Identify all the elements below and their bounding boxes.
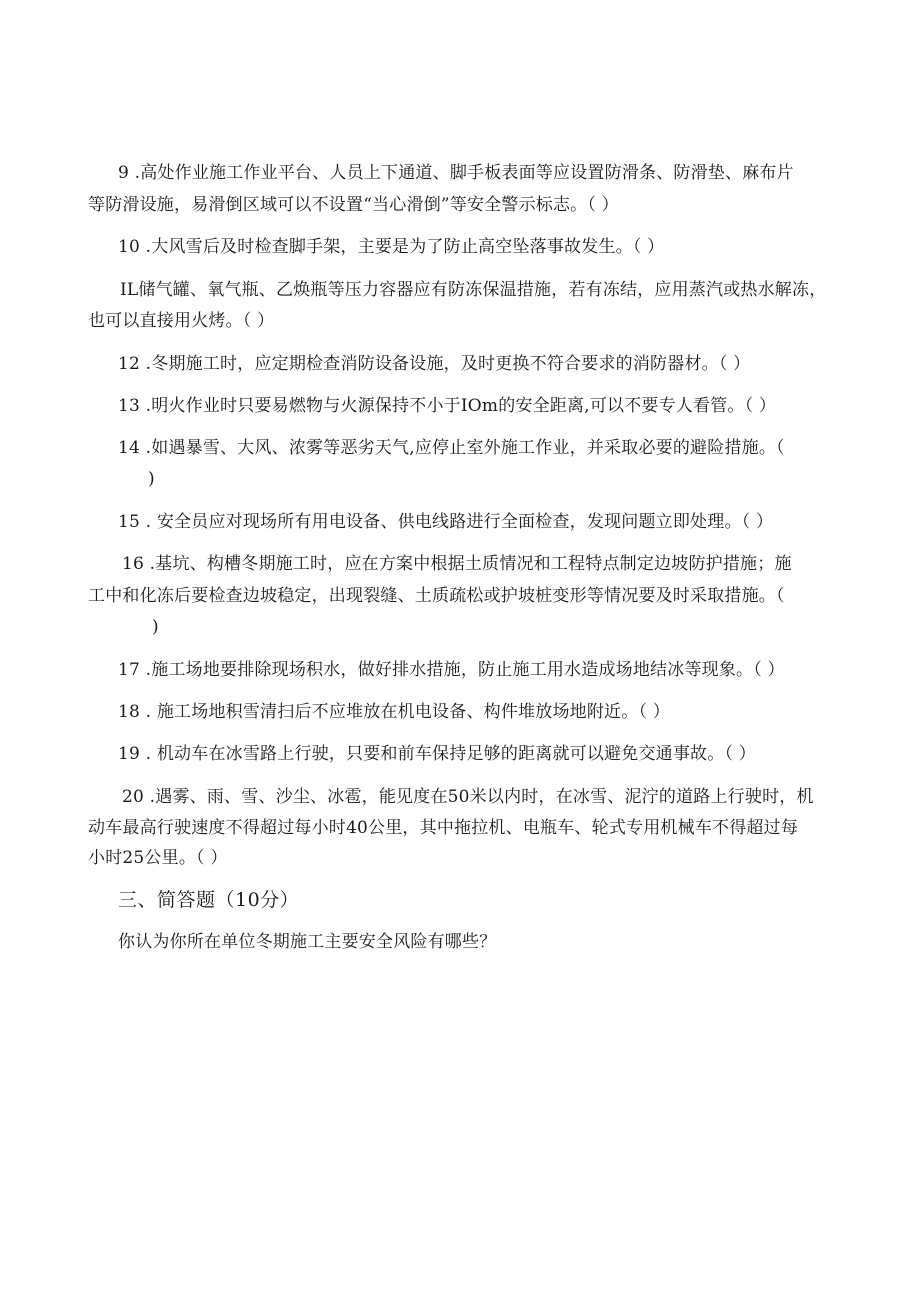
question-14-line-2: ) — [148, 469, 155, 489]
question-20-line-2: 动车最高行驶速度不得超过每小时40公里，其中拖拉机、电瓶车、轮式专用机械车不得超过每 — [88, 818, 799, 838]
question-15-line-1: 15 . 安全员应对现场所有用电设备、供电线路进行全面检查，发现问题立即处理。（ ） — [118, 512, 774, 532]
question-16-line-1: 16 .基坑、构槽冬期施工时，应在方案中根据土质情况和工程特点制定边坡防护措施；施 — [122, 554, 792, 574]
question-11-line-1: IL储气罐、氧气瓶、乙焕瓶等压力容器应有防冻保温措施，若有冻结，应用蒸汽或热水解冻， — [120, 280, 827, 300]
question-14-line-1: 14 .如遇暴雪、大风、浓雾等恶劣天气,应停止室外施工作业，并采取必要的避险措施。（ — [118, 438, 785, 458]
question-18-line-1: 18 . 施工场地积雪清扫后不应堆放在机电设备、构件堆放场地附近。（ ） — [118, 702, 670, 722]
question-9-line-1: 9 .高处作业施工作业平台、人员上下通道、脚手板表面等应设置防滑条、防滑垫、麻布片 — [118, 163, 794, 183]
question-17-line-1: 17 .施工场地要排除现场积水，做好排水措施，防止施工用水造成场地结冰等现象。（ ） — [118, 660, 785, 680]
question-16-line-3: ) — [152, 617, 159, 637]
question-20-line-3: 小时25公里。（ ） — [88, 848, 228, 868]
question-19-line-1: 19 . 机动车在冰雪路上行驶，只要和前车保持足够的距离就可以避免交通事故。（ ） — [118, 744, 756, 764]
question-10-line-1: 10 .大风雪后及时检查脚手架，主要是为了防止高空坠落事故发生。（ ） — [118, 237, 665, 257]
question-9-line-2: 等防滑设施，易滑倒区域可以不设置“当心滑倒”等安全警示标志。（ ） — [88, 195, 619, 215]
short-answer-question: 你认为你所在单位冬期施工主要安全风险有哪些？ — [118, 932, 497, 952]
question-12-line-1: 12 .冬期施工时，应定期检查消防设备设施，及时更换不符合要求的消防器材。（ ） — [118, 354, 751, 374]
question-16-line-2: 工中和化冻后要检查边坡稳定，出现裂缝、土质疏松或护坡桩变形等情况要及时采取措施。（ — [88, 586, 785, 606]
question-11-line-2: 也可以直接用火烤。（ ） — [88, 311, 275, 331]
question-20-line-1: 20 .遇雾、雨、雪、沙尘、冰雹，能见度在50米以内时，在冰雪、泥泞的道路上行驶时，机 — [122, 787, 814, 807]
question-13-line-1: 13 .明火作业时只要易燃物与火源保持不小于IOm的安全距离,可以不要专人看管。（ ） — [118, 396, 777, 416]
section-heading: 三、简答题（10分） — [118, 889, 300, 911]
